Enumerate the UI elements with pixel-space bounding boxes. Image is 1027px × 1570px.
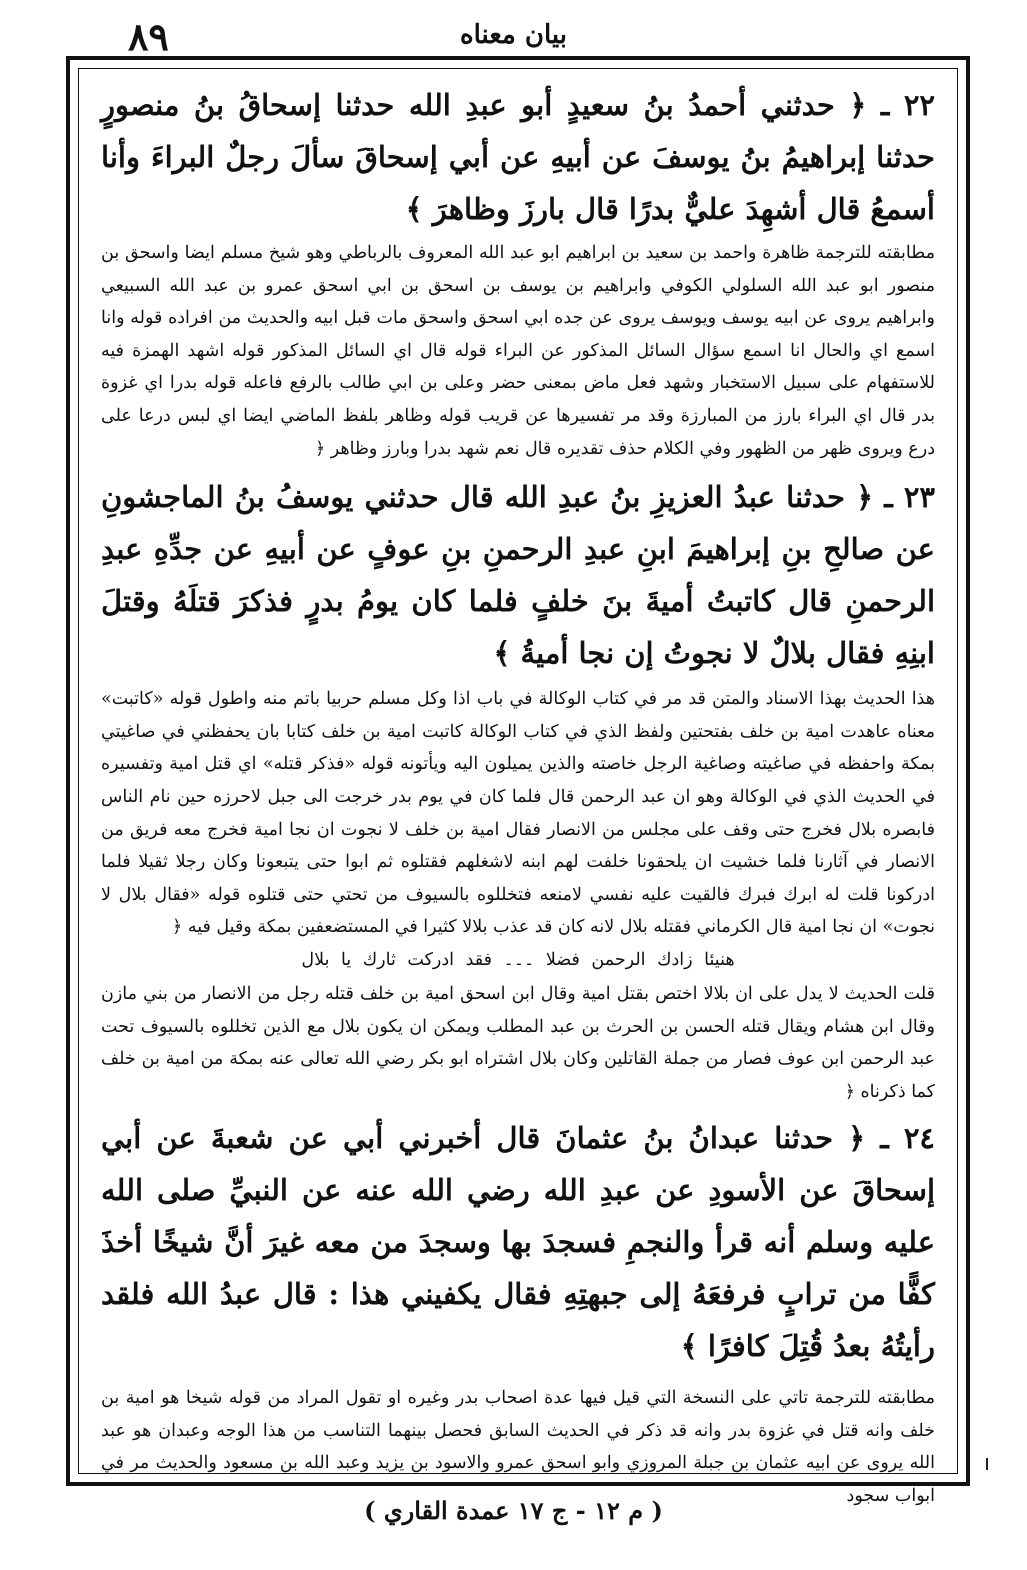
- hadith-22-text: ٢٢ ـ ﴿ حدثني أحمدُ بنُ سعيدٍ أبو عبدِ الله حدثنا إسحاقُ بنُ منصورٍ حدثنا إبراهيمُ بنُ يوسفَ عن أبيهِ عن أبي إسحاقَ سألَ رجلٌ البراءَ وأنا أسمعُ قال أشهِدَ عليٌّ بدرًا قال بارزَ وظاهرَ ﴾: [101, 88, 935, 226]
- page-header: [0, 14, 1027, 58]
- hadith-24-commentary: مطابقته للترجمة تاتي على النسخة التي قيل فيها عدة اصحاب بدر وغيره او تقول المراد من قوله شيخا هو امية بن خلف وانه قتل في غزوة بدر وانه قد ذكر في الحديث السابق فحصل بينهما التناسب من هذا الوجه وعبدان هو عبد الله يروى عن ابيه عثمان بن جبلة المروزي وابو اسحق عمرو والاسود بن يزيد وعبد الله بن مسعود والحديث مر في ابواب سجود: [101, 1388, 935, 1507]
- hadith-23-text: ٢٣ ـ ﴿ حدثنا عبدُ العزيزِ بنُ عبدِ الله قال حدثني يوسفُ بنُ الماجشونِ عن صالحِ بنِ إبراهيمَ ابنِ عبدِ الرحمنِ بنِ عوفٍ عن أبيهِ عن جدِّهِ عبدِ الرحمنِ قال كاتبتُ أميةَ بنَ خلفٍ فلما كان يومُ بدرٍ فذكرَ قتلَهُ وقتلَ ابنِهِ فقال بلالٌ لا نجوتُ إن نجا أميةُ ﴾: [101, 480, 935, 671]
- hadith-23-commentary: هذا الحديث بهذا الاسناد والمتن قد مر في كتاب الوكالة في باب اذا وكل مسلم حربيا باتم منه واطول قوله «كاتبت» معناه عاهدت امية بن خلف بفتحتين ولفظ الذي في كتاب الوكالة كاتبت امية بن خلف كتابا بان يحفظني في صاغيتي بمكة واحفظه في صاغيته وصاغية الرجل خاصته والذين يميلون اليه ويأتونه قوله «فذكر قتله» اي قتل امية وتفسيره في الحديث الذي في الوكالة وهو ان عبد الرحمن قال فلما كان في يوم بدر خرجت الى جبل لاحرزه حين نام الناس فابصره بلال فخرج حتى وقف على مجلس من الانصار فقال امية بن خلف لا نجوت ان نجا امية فخرج معه فريق من الانصار في آثارنا فلما خشيت ان يلحقونا خلفت لهم ابنه لاشغلهم فقتلوه ثم ابوا حتى يتبعونا وكان رجلا ثقيلا فلما ادركونا قلت له ابرك فبرك فالقيت عليه نفسي لامنعه فتخللوه بالسيوف من تحتي حتى قتلوه قوله «فقال بلال لا نجوت» ان نجا امية قال الكرماني فقتله بلال لانه كان قد عذب بلالا كثيرا في المستضعفين بمكة وقيل فيه ﴿: [101, 689, 935, 938]
- hadith-24-text: ٢٤ ـ ﴿ حدثنا عبدانُ بنُ عثمانَ قال أخبرني أبي عن شعبةَ عن أبي إسحاقَ عن الأسودِ عن عبدِ الله رضي الله عنه عن النبيِّ صلى الله عليه وسلم أنه قرأ والنجمِ فسجدَ بها وسجدَ من معه غيرَ أنَّ شيخًا أخذَ كفًّا من ترابٍ فرفعَهُ إلى جبهتِهِ فقال يكفيني هذا : قال عبدُ الله فلقد رأيتُهُ بعدُ قُتِلَ كافرًا ﴾: [101, 1121, 935, 1364]
- page-border-inner: [78, 68, 958, 1507]
- hadith-23-commentary-2: قلت الحديث لا يدل على ان بلالا اختص بقتل امية وقال ابن اسحق امية بن خلف قتله رجل من الانصار من بني مازن وقال ابن هشام ويقال قتله الحسن بن الحرث بن عبد المطلب ويمكن ان يكون بلال مع الذين تخللوه بالسيوف تحت عبد الرحمن ابن عوف فصار من جملة القاتلين وكان بلال اشتراه ابو بكر رضي الله تعالى عنه بمكة من امية بن خلف كما ذكرناه ﴿: [101, 983, 935, 1102]
- hadith-22-commentary: مطابقته للترجمة ظاهرة واحمد بن سعيد بن ابراهيم ابو عبد الله المعروف بالرباطي وهو شيخ مسلم ايضا واسحق بن منصور ابو عبد الله السلولي الكوفي وابراهيم بن يوسف بن اسحق بن ابي اسحق عمرو بن عبد الله السبيعي وابراهيم يروى عن ابيه يوسف ويوسف يروى عن جده ابي اسحق واسحق مات قبل ابيه والحديث من افراده قوله وانا اسمع اي والحال انا اسمع سؤال السائل المذكور عن البراء قوله قال اي السائل المذكور قوله اشهد الهمزة فيه للاستفهام على سبيل الاستخبار وشهد فعل ماض بمعنى حضر وعلى بن ابي طالب بالرفع فاعله قوله بدرا اي غزوة بدر قال اي البراء بارز من المبارزة وقد مر تفسيرها عن قريب قوله وظاهر بلفظ الماضي ايضا اي لبس درعا على درع ويروى ظهر من الظهور وفي الكلام حذف تقديره قال نعم شهد بدرا وبارز وظاهر ﴿: [101, 243, 935, 459]
- running-title: بيان معناه: [459, 20, 567, 50]
- page-border-outer: [66, 56, 970, 1507]
- poem-verse: هنيئا زادك الرحمن فضلا ۔۔۔ فقد ادركت ثارك يا بلال: [301, 949, 735, 970]
- edge-mark: [986, 1458, 988, 1470]
- footer-signature: ( م ١٢ - ج ١٧ عمدة القاري ): [364, 1496, 663, 1525]
- page-number: ٨٩: [128, 14, 169, 59]
